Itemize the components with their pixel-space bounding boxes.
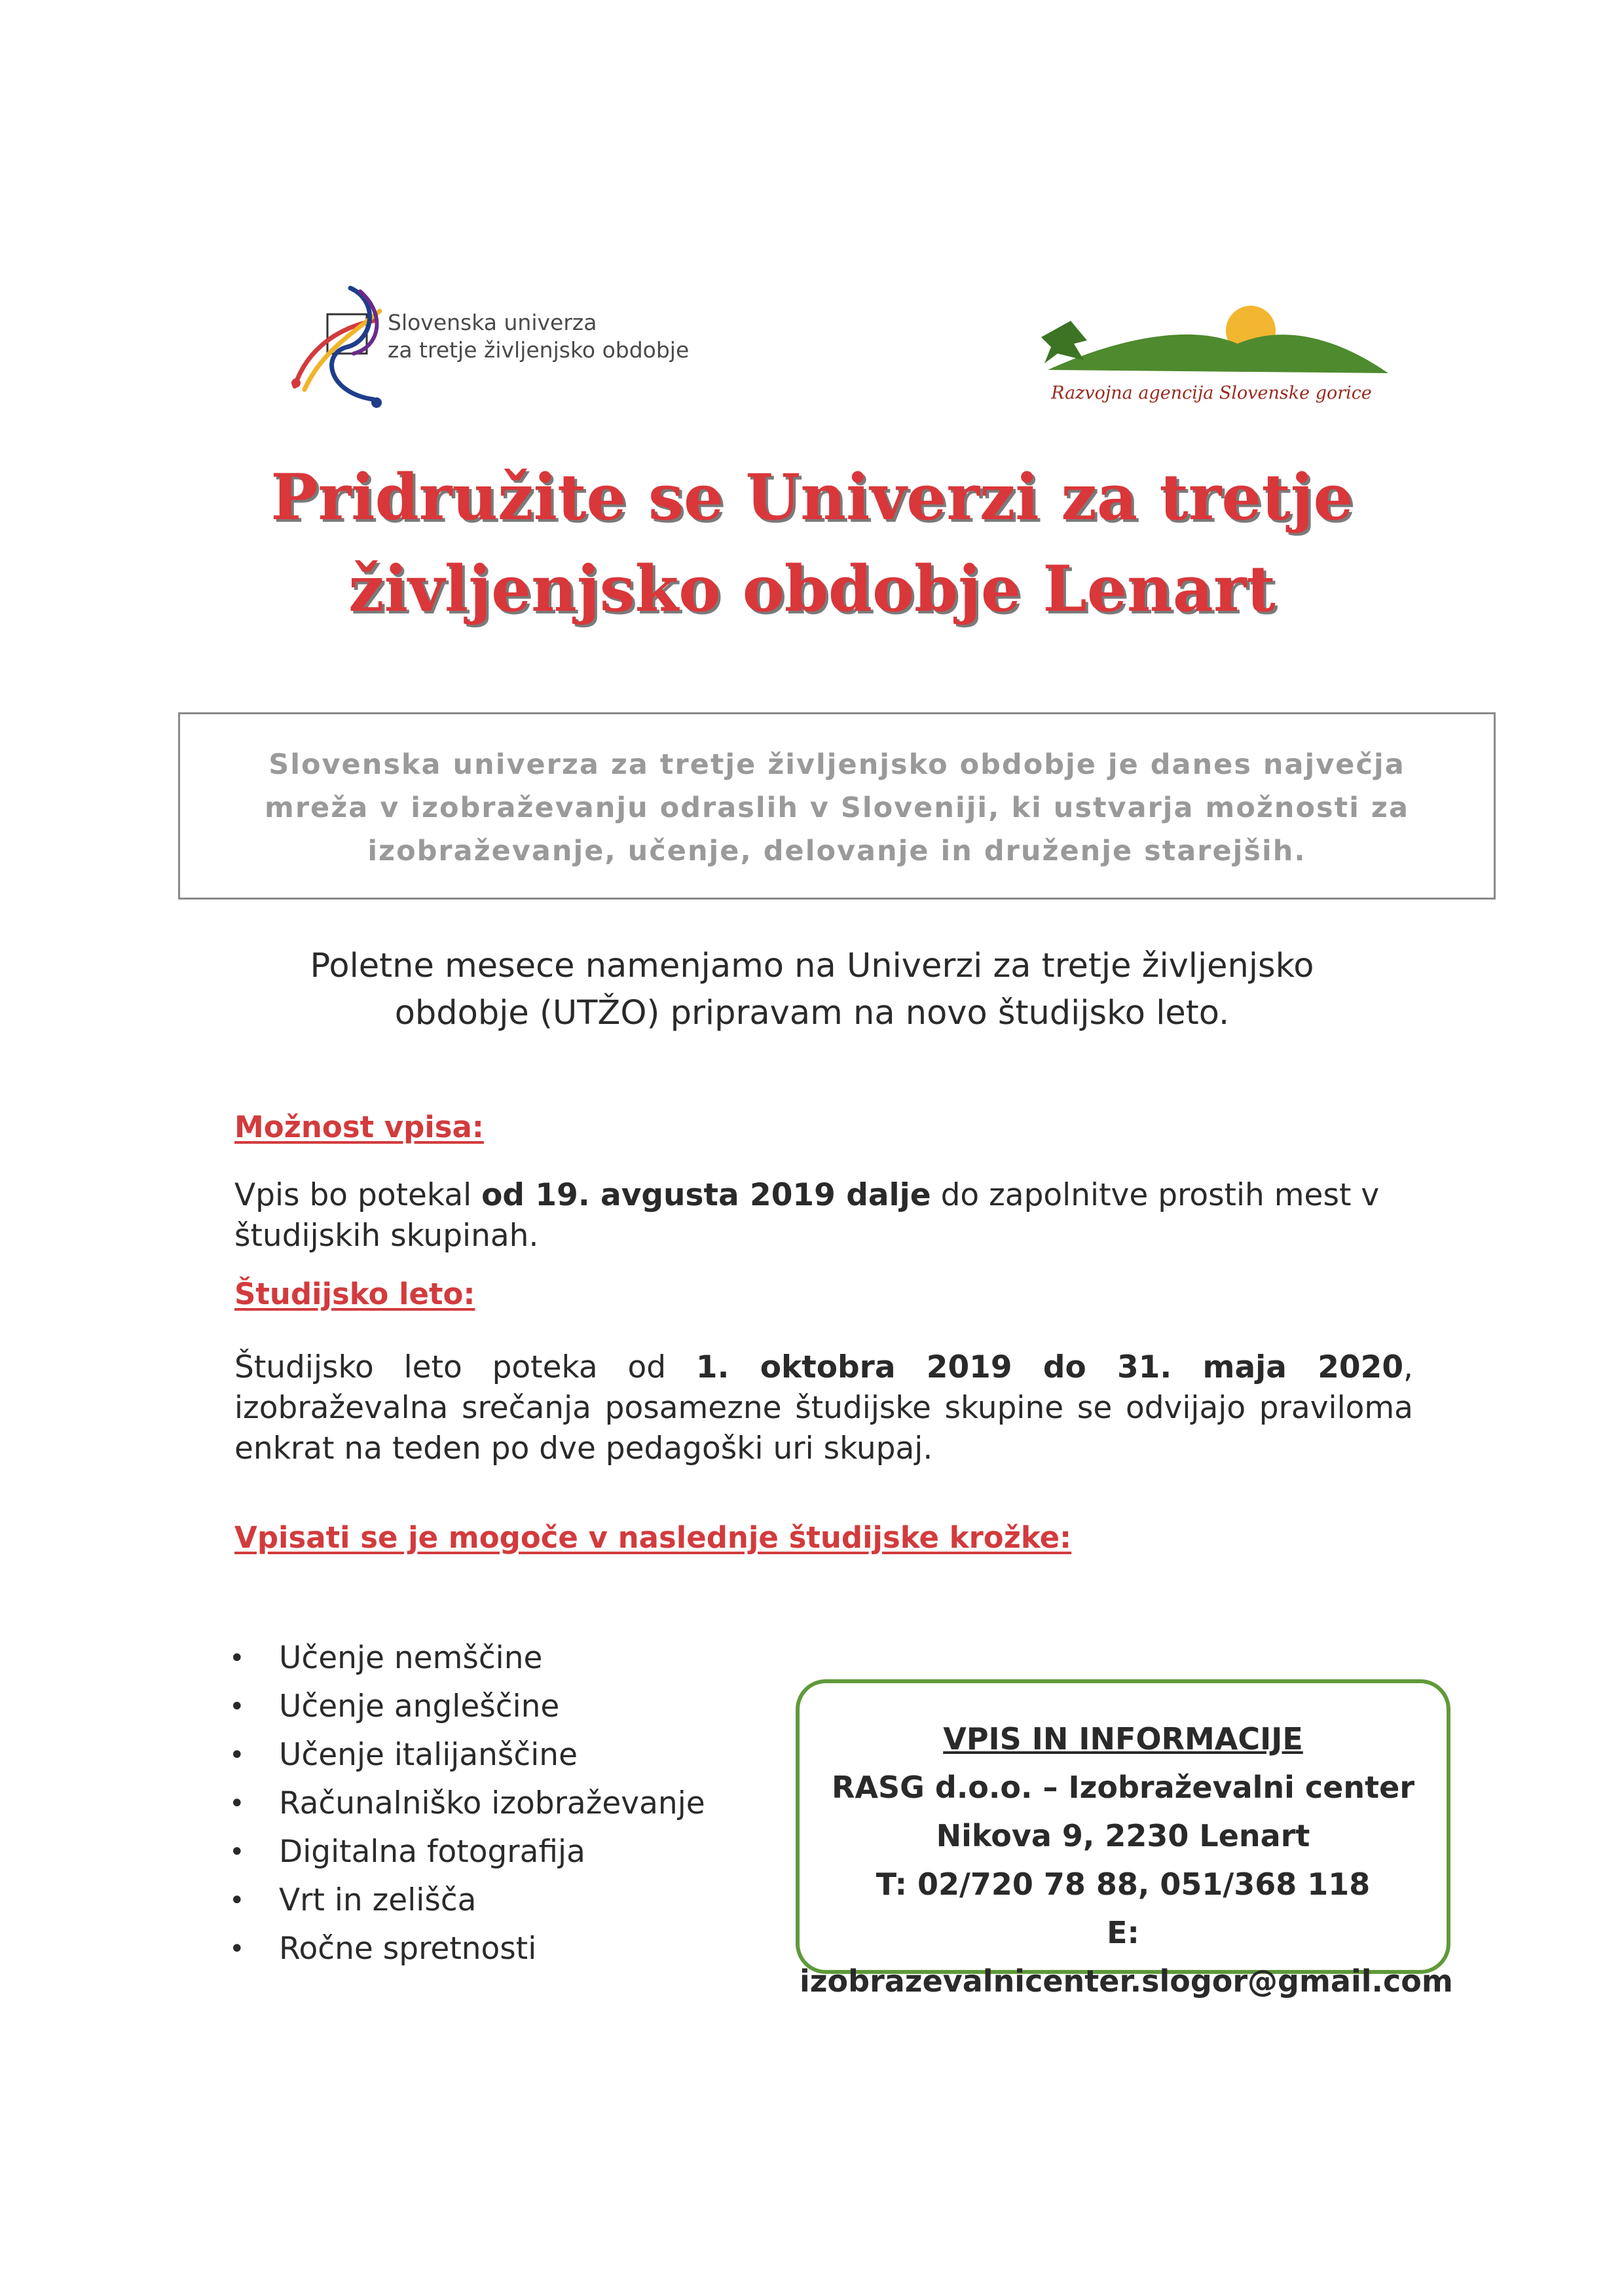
list-item: • Računalniško izobraževanje <box>229 1779 705 1828</box>
circles-heading: Vpisati se je mogoče v naslednje študijske krožke: <box>234 1520 1072 1555</box>
enrollment-text <box>234 1175 1413 1256</box>
hills-sun-icon <box>1022 298 1401 383</box>
rasg-logo <box>1022 298 1401 429</box>
list-item: • Ročne spretnosti <box>229 1925 705 1973</box>
utzo-logo-line2: za tretje življenjsko obdobje <box>388 337 690 363</box>
info-phone: T: 02/720 78 88, 051/368 118 <box>876 1867 1371 1902</box>
intro-line2: mreža v izobraževanju odraslih v Sloveniji, ki ustvarja možnosti za <box>265 792 1409 824</box>
enrollment-text-post: do zapolnitve prostih mest v študijskih skupinah. <box>234 1177 1380 1254</box>
info-title: VPIS IN INFORMACIJE <box>943 1721 1303 1757</box>
utzo-logo <box>282 275 779 419</box>
info-text <box>800 1715 1453 2005</box>
summer-paragraph-line2: obdobje (UTŽO) pripravam na novo študijsko leto. <box>394 994 1230 1032</box>
rasg-logo-text: Razvojna agencija Slovenske gorice <box>1051 383 1372 403</box>
intro-line3: izobraževanje, učenje, delovanje in druženje starejših. <box>367 835 1306 867</box>
page-title <box>0 452 1624 635</box>
summer-paragraph-line1: Poletne mesece namenjamo na Univerzi za tretje življenjsko <box>310 947 1314 985</box>
circles-list <box>229 1634 705 1973</box>
list-item: • Vrt in zelišča <box>229 1876 705 1925</box>
enrollment-text-pre: Vpis bo potekal <box>234 1177 482 1213</box>
utzo-emblem-icon <box>282 275 393 419</box>
info-email: E: izobrazevalnicenter.slogor@gmail.com <box>800 1915 1453 1999</box>
info-company: RASG d.o.o. – Izobraževalni center <box>831 1770 1415 1805</box>
intro-box <box>178 712 1496 900</box>
info-address: Nikova 9, 2230 Lenart <box>936 1818 1310 1853</box>
study-year-dates: 1. oktobra 2019 do 31. maja 2020 <box>695 1349 1404 1385</box>
enrollment-heading: Možnost vpisa: <box>234 1110 484 1144</box>
page-title-line1: Pridružite se Univerzi za tretje <box>270 460 1354 534</box>
list-item: • Učenje angleščine <box>229 1683 705 1731</box>
intro-line1: Slovenska univerza za tretje življenjsko obdobje je danes največja <box>268 748 1405 781</box>
study-year-text-pre: Študijsko leto poteka od <box>234 1349 696 1385</box>
utzo-logo-text <box>388 309 689 364</box>
summer-paragraph <box>196 943 1428 1037</box>
info-box <box>796 1679 1453 1999</box>
page-title-line2: življenjsko obdobje Lenart <box>348 552 1276 626</box>
study-year-text-post: , izobraževalna srečanja posamezne študijske skupine se odvijajo praviloma enkrat na teden po dve pedagoški uri skupaj. <box>234 1349 1413 1467</box>
list-item: • Učenje italijanščine <box>229 1731 705 1779</box>
study-year-text <box>234 1347 1413 1469</box>
intro-text <box>180 743 1494 873</box>
utzo-logo-line1: Slovenska univerza <box>388 310 597 335</box>
study-year-heading: Študijsko leto: <box>234 1277 475 1311</box>
enrollment-date: od 19. avgusta 2019 dalje <box>481 1177 931 1213</box>
list-item: • Digitalna fotografija <box>229 1828 705 1876</box>
list-item: • Učenje nemščine <box>229 1634 705 1683</box>
